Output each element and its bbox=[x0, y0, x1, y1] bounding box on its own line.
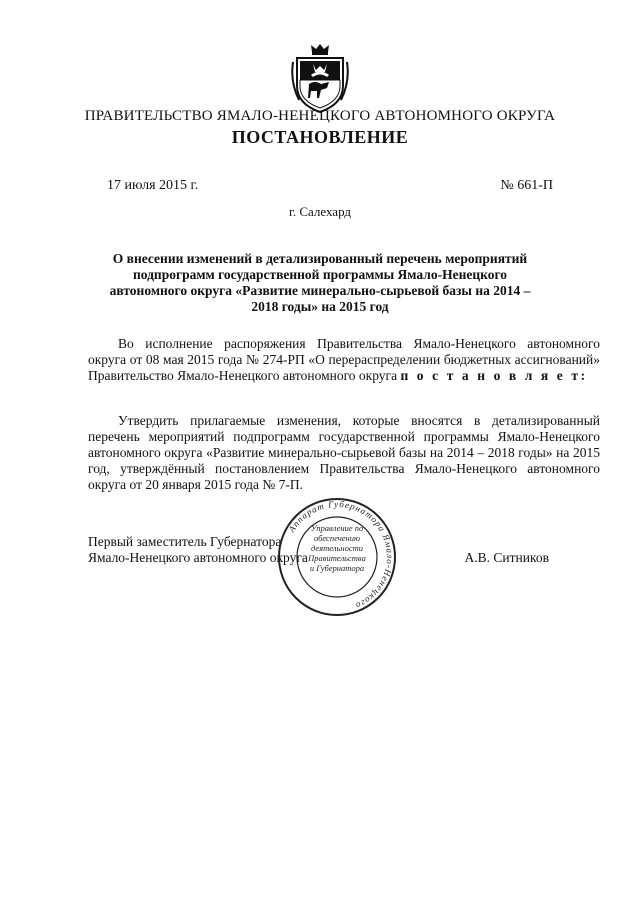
document-city: г. Салехард bbox=[288, 204, 352, 219]
signatory-name: А.В. Ситников bbox=[464, 550, 549, 565]
document-title: О внесении изменений в детализированный перечень мероприятий подпрограмм государственной программы Ямало-Ненецкого автономного округа «Развитие минерально-сырьевой базы на 2014 – 2018 годы» на 2015 год bbox=[109, 251, 531, 314]
signatory-position-line2: Ямало-Ненецкого автономного округа bbox=[88, 550, 308, 565]
stamp-center-text bbox=[296, 523, 378, 573]
document-type: ПОСТАНОВЛЕНИЕ bbox=[231, 127, 409, 147]
coat-of-arms-icon bbox=[291, 42, 349, 114]
stamp-line: и Губернатора bbox=[309, 563, 365, 573]
stamp-ring-text: Аппарат Губернатора Ямало-Ненецкого bbox=[286, 498, 396, 612]
preamble-text: Во исполнение распоряжения Правительства Ямало-Ненецкого автономного округа от 08 мая 2015 года № 274-РП «О перераспределении бюджетных ассигнований» Правительство Ямало-Ненецкого автономного округа bbox=[88, 336, 600, 383]
stamp-line: Управление по bbox=[310, 523, 364, 533]
document-number: № 661-П bbox=[500, 178, 553, 193]
government-name: ПРАВИТЕЛЬСТВО ЯМАЛО-НЕНЕЦКОГО АВТОНОМНОГО ОКРУГА bbox=[84, 108, 556, 124]
stamp-line: Правительства bbox=[308, 553, 366, 563]
resolution-paragraph: Утвердить прилагаемые изменения, которые вносятся в детализированный перечень мероприятий подпрограмм государственной программы Ямало-Ненецкого автономного округа «Развитие минерально-сырьевой базы на 2014 – 2018 годы» на 2015 год, утверждённый постановлением Правительства Ямало-Ненецкого автономного округа от 20 января 2015 года № 7-П. bbox=[88, 413, 600, 492]
document-date: 17 июля 2015 г. bbox=[107, 178, 199, 193]
stamp-line: деятельности bbox=[310, 543, 364, 553]
signatory-position-line1: Первый заместитель Губернатора bbox=[88, 534, 282, 549]
resolves-word: п о с т а н о в л я е т: bbox=[400, 368, 588, 383]
preamble-paragraph bbox=[88, 336, 600, 384]
stamp-line: обеспечению bbox=[313, 533, 361, 543]
signatory-position bbox=[88, 534, 308, 566]
